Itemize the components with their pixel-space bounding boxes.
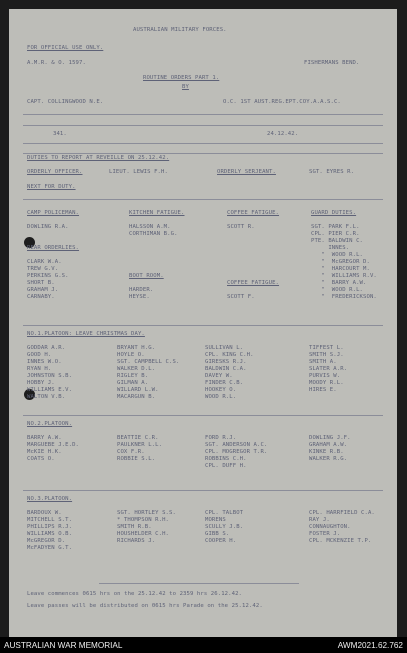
duty-name: " BARRY A.W. (311, 280, 367, 286)
leave-pass-distribution: Leave passes will be distributed on 0615 hrs Parade on the 25.12.42. (27, 603, 263, 609)
duty-name: INNES. (311, 245, 350, 251)
duty-name: CARNABY. (27, 294, 55, 300)
platoon-member: MITCHELL S.T. (27, 517, 73, 523)
platoon-member: WALKER D.L. (117, 366, 156, 372)
platoon-member: CPL. KING C.H. (205, 352, 254, 358)
platoon-member: TIFFEST L. (309, 345, 344, 351)
platoon-member: SMITH A. (309, 359, 337, 365)
platoon-member: GRAHAM A.W. (309, 442, 348, 448)
duty-column-header: GUARD DUTIES. (311, 210, 357, 216)
platoon-heading: NO.3.PLATOON. (27, 496, 73, 502)
duties-heading: DUTIES TO REPORT AT REVEILLE ON 25.12.42. (27, 155, 170, 161)
platoon-member: WALTON V.B. (27, 394, 66, 400)
platoon-member: CPL. HARRFIELD C.A. (309, 510, 375, 516)
duty-name: HARDER. (129, 287, 154, 293)
platoon-member: McGREGOR D. (27, 538, 66, 544)
unit-code: A.M.R. & O. 1597. (27, 60, 86, 66)
platoon-member: DOWLING J.F. (309, 435, 351, 441)
platoon-member: FOSTER J. (309, 531, 341, 537)
platoon-member: PHILLIPS R.J. (27, 524, 73, 530)
platoon-member: GILMAN A. (117, 380, 149, 386)
platoon-member: CPL. MOGREGOR T.R. (205, 449, 268, 455)
next-for-duty: NEXT FOR DUTY. (27, 184, 76, 190)
duty-name: CORTHIMAN B.G. (129, 231, 178, 237)
divider-line (99, 583, 299, 584)
platoon-member: HOUSHELDER C.H. (117, 531, 170, 537)
platoon-member: INNES W.O. (27, 359, 62, 365)
duty-name: " WOOD R.L. (311, 287, 364, 293)
platoon-member: SMITH S.J. (309, 352, 344, 358)
duty-column-header: KITCHEN FATIGUE. (129, 210, 185, 216)
duty-name: SCOTT R. (227, 224, 255, 230)
duty-name: HALSSON A.M. (129, 224, 171, 230)
platoon-member: GIRESKS R.J. (205, 359, 247, 365)
platoon-heading: NO.1.PLATOON: LEAVE CHRISTMAS DAY. (27, 331, 145, 337)
platoon-member: COOPER H. (205, 538, 237, 544)
duty-name: HEYSE. (129, 294, 150, 300)
platoon-member: SULLIVAN L. (205, 345, 244, 351)
platoon-member: ROBBINS C.H. (205, 456, 247, 462)
platoon-member: SCULLY J.B. (205, 524, 244, 530)
platoon-member: McFADYEN G.T. (27, 545, 73, 551)
duty-name: COFFEE FATIGUE. (227, 280, 280, 286)
duty-name: SGT. PARK F.L. (311, 224, 360, 230)
platoon-member: DAVEY W. (205, 373, 233, 379)
platoon-member: GOOD H. (27, 352, 52, 358)
platoon-member: HOOKEY O. (205, 387, 237, 393)
platoon-member: RYAN H. (27, 366, 52, 372)
platoon-member: SMITH R.B. (117, 524, 152, 530)
platoon-member: SGT. ANDERSON A.C. (205, 442, 268, 448)
platoon-member: PAULKNER L.L. (117, 442, 163, 448)
order-by: BY (182, 84, 189, 90)
platoon-heading: NO.2.PLATOON. (27, 421, 73, 427)
divider-line (23, 415, 383, 416)
location: FISHERMANS BEND. (304, 60, 360, 66)
platoon-member: HOYLE O. (117, 352, 145, 358)
platoon-member: RICHARDS J. (117, 538, 156, 544)
authority-unit: O.C. 1ST AUST.REG.EPT.COY.A.A.S.C. (223, 99, 341, 105)
platoon-member: SGT. HORTLEY S.S. (117, 510, 176, 516)
platoon-member: KINKE R.B. (309, 449, 344, 455)
platoon-member: WILLARD L.W. (117, 387, 159, 393)
duty-name: " FREDERICKSON. (311, 294, 377, 300)
duty-column-header: COFFEE FATIGUE. (227, 210, 280, 216)
platoon-member: HOBBY J. (27, 380, 55, 386)
order-title: ROUTINE ORDERS PART 1. (143, 75, 220, 81)
platoon-member: FORD R.J. (205, 435, 237, 441)
platoon-member: BARRY A.W. (27, 435, 62, 441)
duty-name: SCOTT F. (227, 294, 255, 300)
divider-line (23, 125, 383, 126)
order-number: 341. (53, 131, 67, 137)
duty-name: REAR ORDERLIES. (27, 245, 80, 251)
order-date: 24.12.42. (267, 131, 299, 137)
duty-name: PERKINS G.S. (27, 273, 69, 279)
platoon-member: COATS O. (27, 456, 55, 462)
leave-commencement: Leave commences 0615 hrs on the 25.12.42 to 2359 hrs 26.12.42. (27, 591, 242, 597)
platoon-member: CPL. DUFF H. (205, 463, 247, 469)
document-page (9, 9, 397, 637)
platoon-member: HIRES E. (309, 387, 337, 393)
orderly-serjeant-value: SGT. EYRES R. (309, 169, 355, 175)
duty-name: CLARK W.A. (27, 259, 62, 265)
duty-name: DOWLING R.A. (27, 224, 69, 230)
commanding-officer: CAPT. COLLINGWOOD N.E. (27, 99, 104, 105)
divider-line (23, 325, 383, 326)
platoon-member: GIBB S. (205, 531, 230, 537)
duty-name: PTE. BALDWIN C. (311, 238, 364, 244)
platoon-member: FINDER C.B. (205, 380, 244, 386)
platoon-member: MORENS (205, 517, 226, 523)
document-heading: AUSTRALIAN MILITARY FORCES. (133, 27, 227, 33)
platoon-member: WILLIAMS O.B. (27, 531, 73, 537)
platoon-member: MARGUEBE J.E.D. (27, 442, 80, 448)
platoon-member: MOODY R.L. (309, 380, 344, 386)
archive-reference: AWM2021.62.762 (337, 641, 403, 650)
platoon-member: CPL. MCKENZIE T.P. (309, 538, 372, 544)
duty-name: TREW G.V. (27, 266, 59, 272)
platoon-member: RIGLEY B. (117, 373, 149, 379)
divider-line (23, 143, 383, 144)
platoon-member: BALDWIN C.A. (205, 366, 247, 372)
divider-line (23, 114, 383, 115)
platoon-member: BRYANT H.G. (117, 345, 156, 351)
platoon-member: SGT. CAMPBELL C.S. (117, 359, 180, 365)
duty-column-header: CAMP POLICEMAN. (27, 210, 80, 216)
orderly-serjeant-label: ORDERLY SERJEANT. (217, 169, 276, 175)
archive-name: AUSTRALIAN WAR MEMORIAL (4, 641, 123, 650)
classification: FOR OFFICIAL USE ONLY. (27, 45, 104, 51)
duty-name: BOOT ROOM. (129, 273, 164, 279)
divider-line (23, 153, 383, 154)
archive-footer (0, 637, 407, 653)
duty-name: " WILLIAMS R.V. (311, 273, 377, 279)
duty-name: " McGREGOR D. (311, 259, 370, 265)
duty-name: " HARCOURT M. (311, 266, 370, 272)
orderly-officer-label: ORDERLY OFFICER. (27, 169, 83, 175)
divider-line (23, 490, 383, 491)
platoon-member: PURVIS W. (309, 373, 341, 379)
platoon-member: SLATER A.R. (309, 366, 348, 372)
platoon-member: CONNAUGHTON. (309, 524, 351, 530)
platoon-member: * THOMPSON R.H. (117, 517, 170, 523)
duty-name: CPL. PIER C.R. (311, 231, 360, 237)
platoon-member: WOOD R.L. (205, 394, 237, 400)
platoon-member: BARDOUX W. (27, 510, 62, 516)
platoon-member: ROBBIE S.L. (117, 456, 156, 462)
platoon-member: WALKER R.G. (309, 456, 348, 462)
duty-name: SHORT B. (27, 280, 55, 286)
platoon-member: McKIE H.K. (27, 449, 62, 455)
platoon-member: JOHNSTON S.B. (27, 373, 73, 379)
platoon-member: BEATTIE C.R. (117, 435, 159, 441)
platoon-member: RAY J. (309, 517, 330, 523)
platoon-member: WILLIAMS E.V. (27, 387, 73, 393)
divider-line (23, 199, 383, 200)
platoon-member: GODDAR A.R. (27, 345, 66, 351)
duty-name: GRAHAM J. (27, 287, 59, 293)
platoon-member: CPL. TALBOT (205, 510, 244, 516)
orderly-officer-value: LIEUT. LEWIS F.H. (109, 169, 168, 175)
platoon-member: MACARGUN B. (117, 394, 156, 400)
platoon-member: COX F.R. (117, 449, 145, 455)
duty-name: " WOOD R.L. (311, 252, 364, 258)
